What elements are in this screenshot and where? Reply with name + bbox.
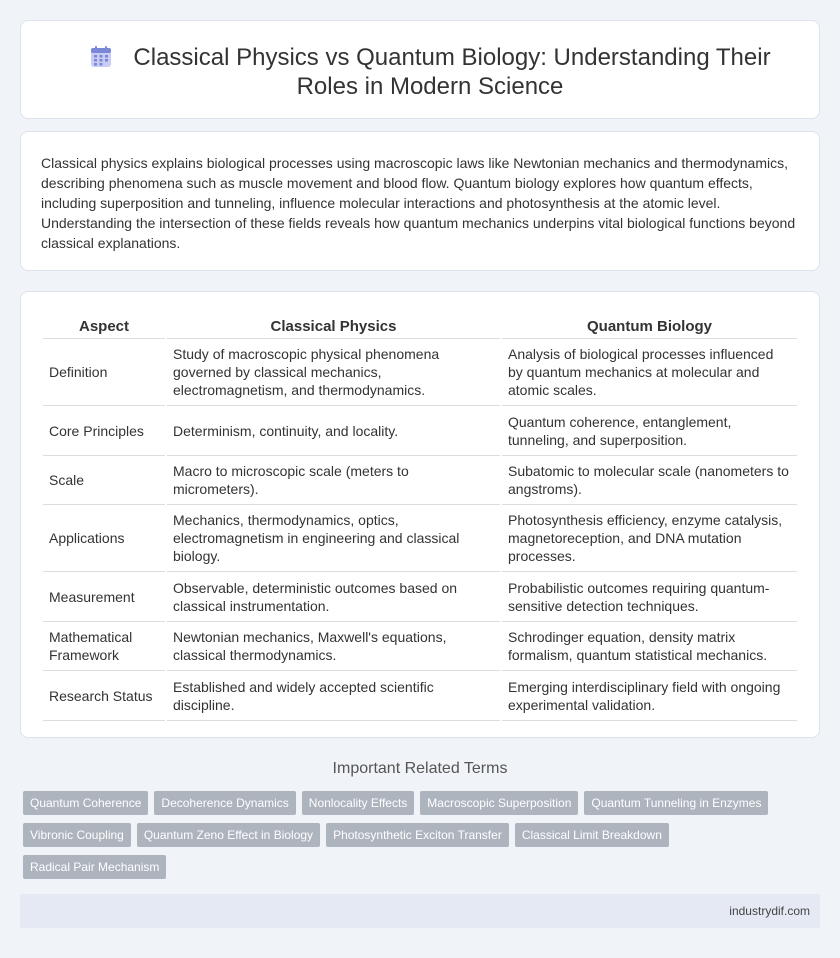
related-terms-title: Important Related Terms (332, 760, 508, 777)
related-term-tag[interactable]: Radical Pair Mechanism (23, 855, 166, 879)
cell-quantum: Quantum coherence, entanglement, tunneling, and superposition. (502, 406, 797, 456)
related-terms-list (23, 791, 803, 879)
table-row (43, 505, 797, 572)
table-row (43, 406, 797, 456)
title-card (20, 20, 820, 119)
table-row (43, 671, 797, 721)
cell-classical: Observable, deterministic outcomes based on classical instrumentation. (167, 572, 500, 622)
cell-aspect: Core Principles (43, 406, 165, 456)
cell-quantum: Analysis of biological processes influenced by quantum mechanics at molecular and atomic scales. (502, 339, 797, 406)
intro-paragraph: Classical physics explains biological processes using macroscopic laws like Newtonian mechanics and thermodynamics, describing phenomena such as muscle movement and blood flow. Quantum biology explores how quantum effects, including superposition and tunneling, influence molecular interactions and photosynthesis at the atomic level. Understanding the intersection of these fields reveals how quantum mechanics underpins vital biological functions beyond classical explanations. (41, 155, 796, 251)
cell-classical: Established and widely accepted scientific discipline. (167, 671, 500, 721)
cell-aspect: Research Status (43, 671, 165, 721)
cell-classical: Macro to microscopic scale (meters to micrometers). (167, 456, 500, 505)
intro-card (20, 131, 820, 271)
cell-classical: Newtonian mechanics, Maxwell's equations, classical thermodynamics. (167, 622, 500, 671)
related-term-tag[interactable]: Quantum Tunneling in Enzymes (584, 791, 768, 815)
cell-quantum: Subatomic to molecular scale (nanometers to angstroms). (502, 456, 797, 505)
table-header-row (43, 312, 797, 339)
related-term-tag[interactable]: Macroscopic Superposition (420, 791, 578, 815)
cell-quantum: Photosynthesis efficiency, enzyme catalysis, magnetoreception, and DNA mutation processes. (502, 505, 797, 572)
table-row (43, 339, 797, 406)
cell-quantum: Probabilistic outcomes requiring quantum-sensitive detection techniques. (502, 572, 797, 622)
cell-quantum: Emerging interdisciplinary field with ongoing experimental validation. (502, 671, 797, 721)
page-title-wrap (61, 43, 799, 101)
related-term-tag[interactable]: Quantum Coherence (23, 791, 148, 815)
cell-classical: Determinism, continuity, and locality. (167, 406, 500, 456)
comparison-table-card (20, 291, 820, 738)
cell-aspect: Mathematical Framework (43, 622, 165, 671)
related-term-tag[interactable]: Photosynthetic Exciton Transfer (326, 823, 509, 847)
related-term-tag[interactable]: Decoherence Dynamics (154, 791, 295, 815)
table-row (43, 456, 797, 505)
cell-quantum: Schrodinger equation, density matrix formalism, quantum statistical mechanics. (502, 622, 797, 671)
cell-aspect: Applications (43, 505, 165, 572)
cell-aspect: Measurement (43, 572, 165, 622)
cell-aspect: Definition (43, 339, 165, 406)
cell-classical: Study of macroscopic physical phenomena governed by classical mechanics, electromagnetism, and thermodynamics. (167, 339, 500, 406)
related-term-tag[interactable]: Vibronic Coupling (23, 823, 131, 847)
related-term-tag[interactable]: Quantum Zeno Effect in Biology (137, 823, 320, 847)
footer-site-link[interactable]: industrydif.com (729, 904, 810, 918)
related-term-tag[interactable]: Nonlocality Effects (302, 791, 415, 815)
footer (20, 894, 820, 928)
header-classical-physics: Classical Physics (167, 312, 500, 339)
cell-classical: Mechanics, thermodynamics, optics, electromagnetism in engineering and classical biology. (167, 505, 500, 572)
table-row (43, 622, 797, 671)
table-row (43, 572, 797, 622)
header-aspect: Aspect (43, 312, 165, 339)
calendar-icon (89, 45, 113, 69)
related-term-tag[interactable]: Classical Limit Breakdown (515, 823, 669, 847)
comparison-table (41, 312, 799, 721)
header-quantum-biology: Quantum Biology (502, 312, 797, 339)
cell-aspect: Scale (43, 456, 165, 505)
page-title: Classical Physics vs Quantum Biology: Understanding Their Roles in Modern Science (133, 44, 771, 100)
